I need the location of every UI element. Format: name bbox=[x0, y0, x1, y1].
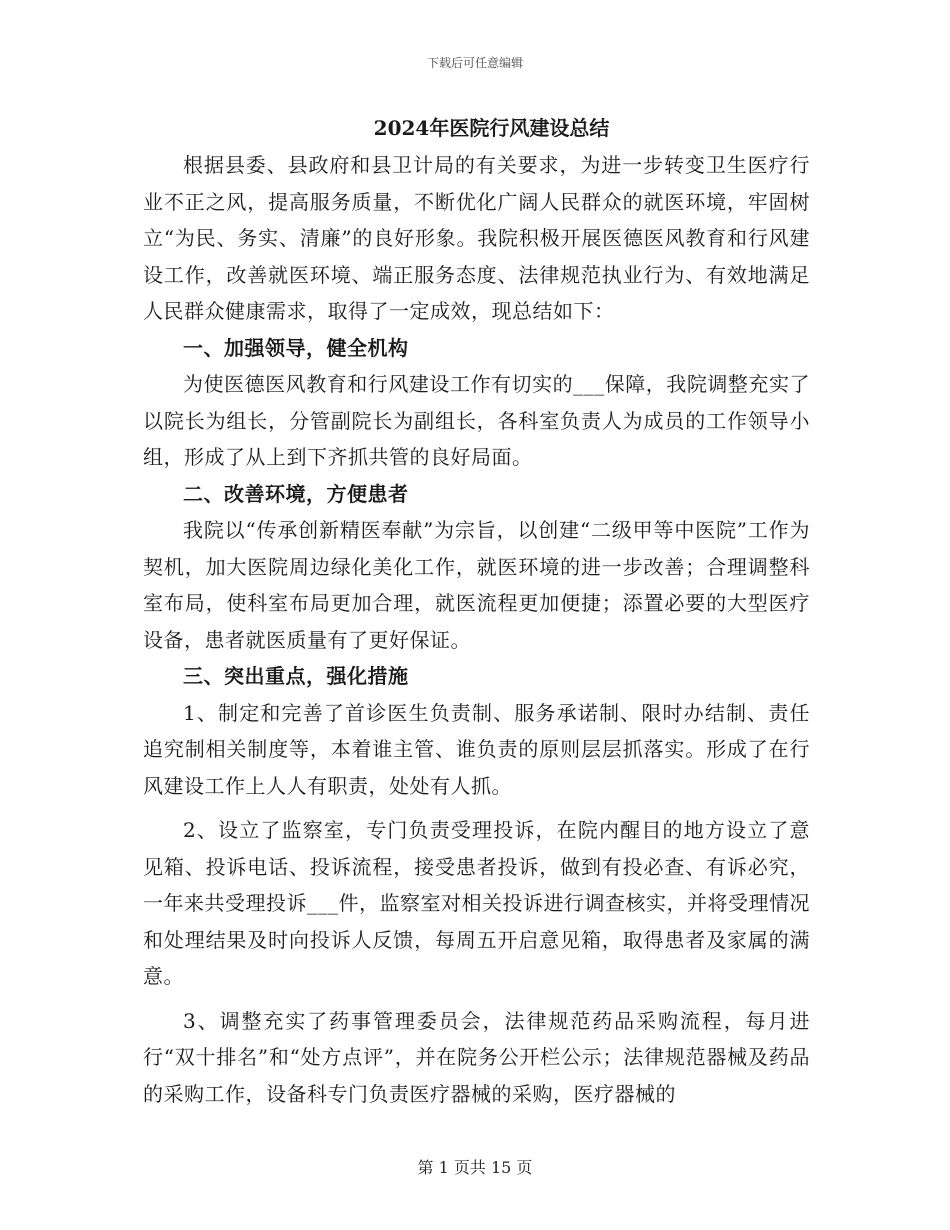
page-number: 第 1 页共 15 页 bbox=[417, 1158, 533, 1177]
document-body bbox=[143, 113, 810, 1112]
section-1-heading: 一、加强领导，健全机构 bbox=[183, 335, 409, 360]
document-title: 2024年医院行风建设总结 bbox=[373, 116, 610, 140]
section-1-paragraph: 为使医德医风教育和行风建设工作有切实的___保障，我院调整充实了以院长为组长，分管副院长为副组长，各科室负责人为成员的工作领导小组，形成了从上到下齐抓共管的良好局面。 bbox=[143, 372, 810, 469]
paragraph-gap bbox=[143, 995, 810, 1003]
section-3-item-3: 3、调整充实了药事管理委员会，法律规范药品采购流程，每月进行“双十排名”和“处方点评”，并在院务公开栏公示；法律规范器械及药品的采购工作，设备科专门负责医疗器械的采购，医疗器械的 bbox=[143, 1008, 810, 1106]
section-3-item-2: 2、设立了监察室，专门负责受理投诉，在院内醒目的地方设立了意见箱、投诉电话、投诉流程，接受患者投诉，做到有投必查、有诉必究，一年来共受理投诉___件，监察室对相关投诉进行调查核实，并将受理情况和处理结果及时向投诉人反馈，每周五开启意见箱，取得患者及家属的满意。 bbox=[143, 818, 810, 988]
section-2-heading: 二、改善环境，方便患者 bbox=[183, 481, 409, 506]
section-2-paragraph: 我院以“传承创新精医奉献”为宗旨，以创建“二级甲等中医院”工作为契机，加大医院周边绿化美化工作，就医环境的进一步改善；合理调整科室布局，使科室布局更加合理，就医流程更加便捷；添置必要的大型医疗设备，患者就医质量有了更好保证。 bbox=[143, 518, 810, 652]
page-header-note: 下载后可任意编辑 bbox=[426, 56, 523, 70]
paragraph-gap bbox=[143, 804, 810, 812]
intro-paragraph: 根据县委、县政府和县卫计局的有关要求，为进一步转变卫生医疗行业不正之风，提高服务质量，不断优化广阔人民群众的就医环境，牢固树立“为民、务实、清廉”的良好形象。我院积极开展医德医风教育和行风建设工作，改善就医环境、端正服务态度、法律规范执业行为、有效地满足人民群众健康需求，取得了一定成效，现总结如下： bbox=[143, 153, 810, 323]
section-3-heading: 三、突出重点，强化措施 bbox=[183, 664, 409, 688]
section-3-item-1: 1、制定和完善了首诊医生负责制、服务承诺制、限时办结制、责任追究制相关制度等，本着谁主管、谁负责的原则层层抓落实。形成了在行风建设工作上人人有职责，处处有人抓。 bbox=[143, 700, 810, 798]
